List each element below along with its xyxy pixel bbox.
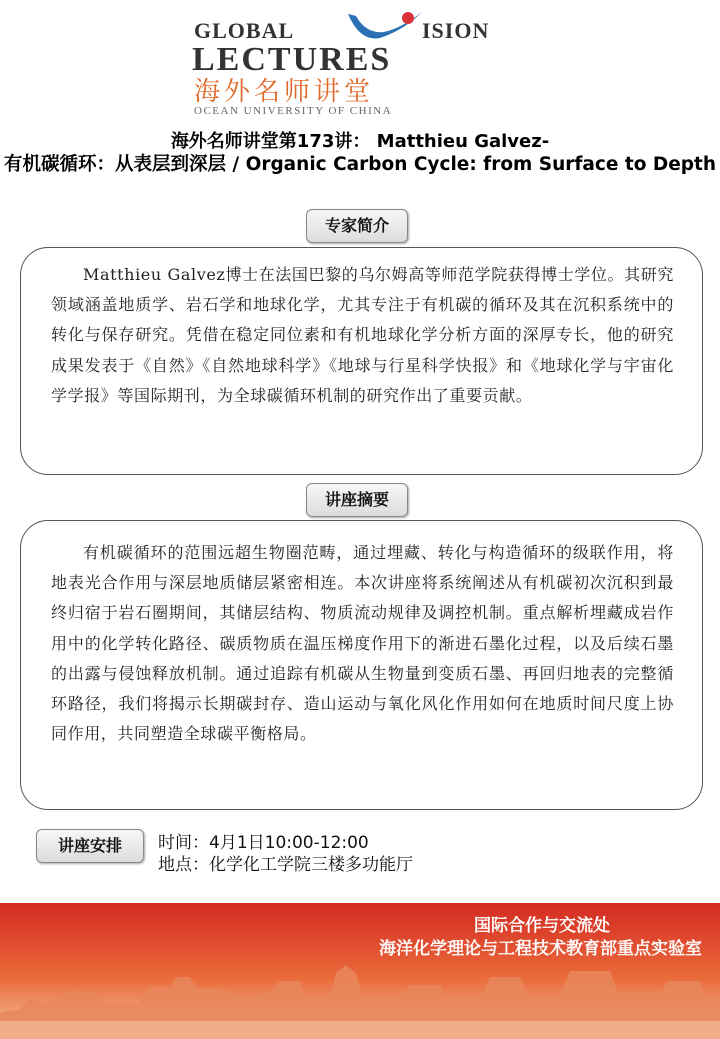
wordmark-ision: ISION [422, 18, 490, 43]
red-dot-icon [402, 12, 414, 24]
wordmark-global: GLOBAL [194, 18, 295, 43]
expert-intro-text: Matthieu Galvez博士在法国巴黎的乌尔姆高等师范学院获得博士学位。其研究领域涵盖地质学、岩石学和地球化学，尤其专注于有机碳的循环及其在沉积系统中的转化与保存研究。凭借在稳定同位素和有机地球化学分析方面的深厚专长，他的研究成果发表于《自然》《自然地球科学》《地球与行星科学快报》和《地球化学与宇宙化学学报》等国际期刊，为全球碳循环机制的研究作出了重要贡献。 [51, 265, 674, 405]
abstract-text: 有机碳循环的范围远超生物圈范畴，通过埋藏、转化与构造循环的级联作用，将地表光合作用与深层地质储层紧密相连。本次讲座将系统阐述从有机碳初次沉积到最终归宿于岩石圈期间，其储层结构、物质流动规律及调控机制。重点解析埋藏成岩作用中的化学转化路径、碳质物质在温压梯度作用下的渐进石墨化过程，以及后续石墨的出露与侵蚀释放机制。通过追踪有机碳从生物量到变质石墨、再回归地表的完整循环路径，我们将揭示长期碳封存、造山运动与氧化风化作用如何在地质时间尺度上协同作用，共同塑造全球碳平衡格局。 [51, 543, 674, 744]
university-name: OCEAN UNIVERSITY OF CHINA [194, 105, 393, 117]
lecture-title-line1: 海外名师讲堂第173讲： Matthieu Galvez- [170, 131, 550, 152]
schedule-label: 讲座安排 [36, 829, 144, 863]
abstract-label: 讲座摘要 [306, 483, 408, 517]
global-vision-lectures-logo [190, 8, 520, 118]
lecture-title-line2: 有机碳循环：从表层到深层 / Organic Carbon Cycle: from Surface to Depth [3, 154, 717, 175]
org-international-office: 国际合作与交流处 [474, 916, 610, 936]
abstract-box [20, 520, 703, 810]
schedule-place: 地点：化学化工学院三楼多功能厅 [158, 855, 413, 875]
expert-intro-label: 专家简介 [306, 209, 408, 243]
footer-banner [0, 903, 720, 1039]
schedule-time: 时间：4月1日10:00-12:00 [158, 833, 369, 853]
wordmark-lectures: LECTURES [192, 41, 392, 78]
expert-intro-box [20, 247, 703, 475]
org-key-laboratory: 海洋化学理论与工程技术教育部重点实验室 [379, 939, 702, 959]
wordmark-chinese: 海外名师讲堂 [194, 77, 375, 107]
